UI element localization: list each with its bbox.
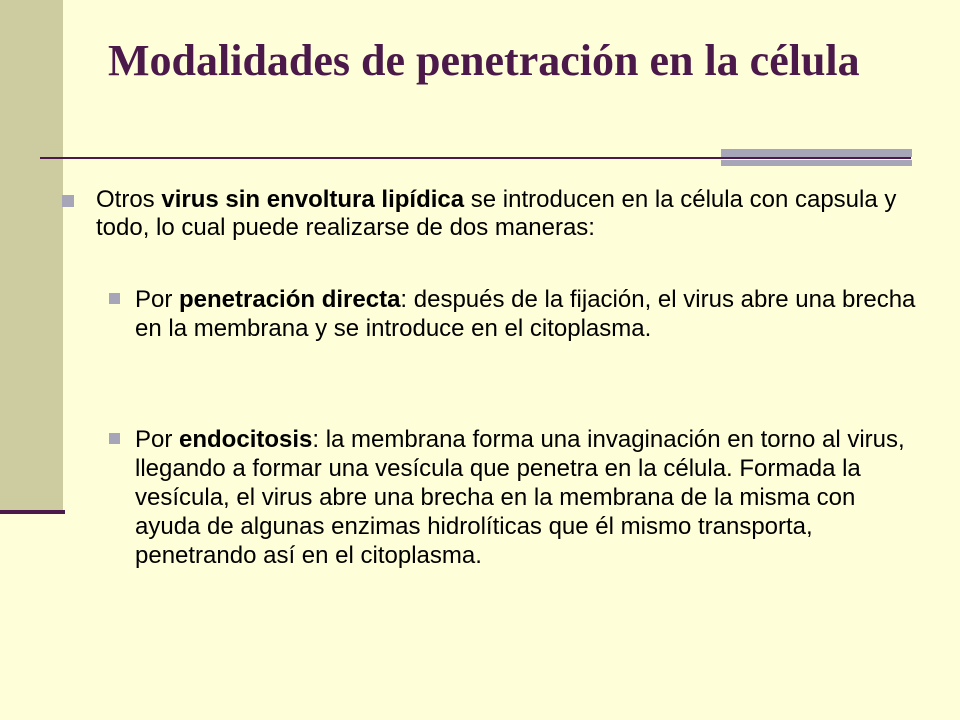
left-band-underline [0,510,65,514]
sub-bullet-text-bold: penetración directa [179,286,401,313]
sub-bullet-square-icon [109,433,120,444]
title-rule [40,157,911,159]
left-decorative-band [0,0,63,511]
sub-bullet-text-after: : la membrana forma una invaginación en torno al virus, llegando a formar una vesícula que penetra en la célula. Formada la vesícula, el virus abre una brecha en la membrana de la misma con ayuda de algunas enzimas hidrolíticas que él mismo transporta, penetrando así en el citoplasma. [135,426,905,569]
bullet-main-text-bold: virus sin envoltura lipídica [161,186,465,213]
sub-bullet-text-before: Por [135,286,180,313]
bullet-square-icon [62,195,74,207]
sub-bullet-square-icon [109,293,120,304]
title-rule-accent [721,149,912,157]
sub-bullet-direct-penetration [135,285,925,343]
slide-title: Modalidades de penetración en la célula [108,36,860,85]
bullet-main [96,186,926,242]
sub-bullet-text-before: Por [135,426,180,453]
bullet-main-text-before: Otros [96,186,162,213]
bullet-main-text-after: se introducen en la célula con capsula y todo, lo cual puede realizarse de dos maneras: [96,186,897,241]
sub-bullet-text-after: : después de la fijación, el virus abre una brecha en la membrana y se introduce en el citoplasma. [135,286,916,342]
title-rule-accent-lower [721,160,912,166]
sub-bullet-text-bold: endocitosis [179,426,313,453]
sub-bullet-endocytosis [135,425,925,570]
